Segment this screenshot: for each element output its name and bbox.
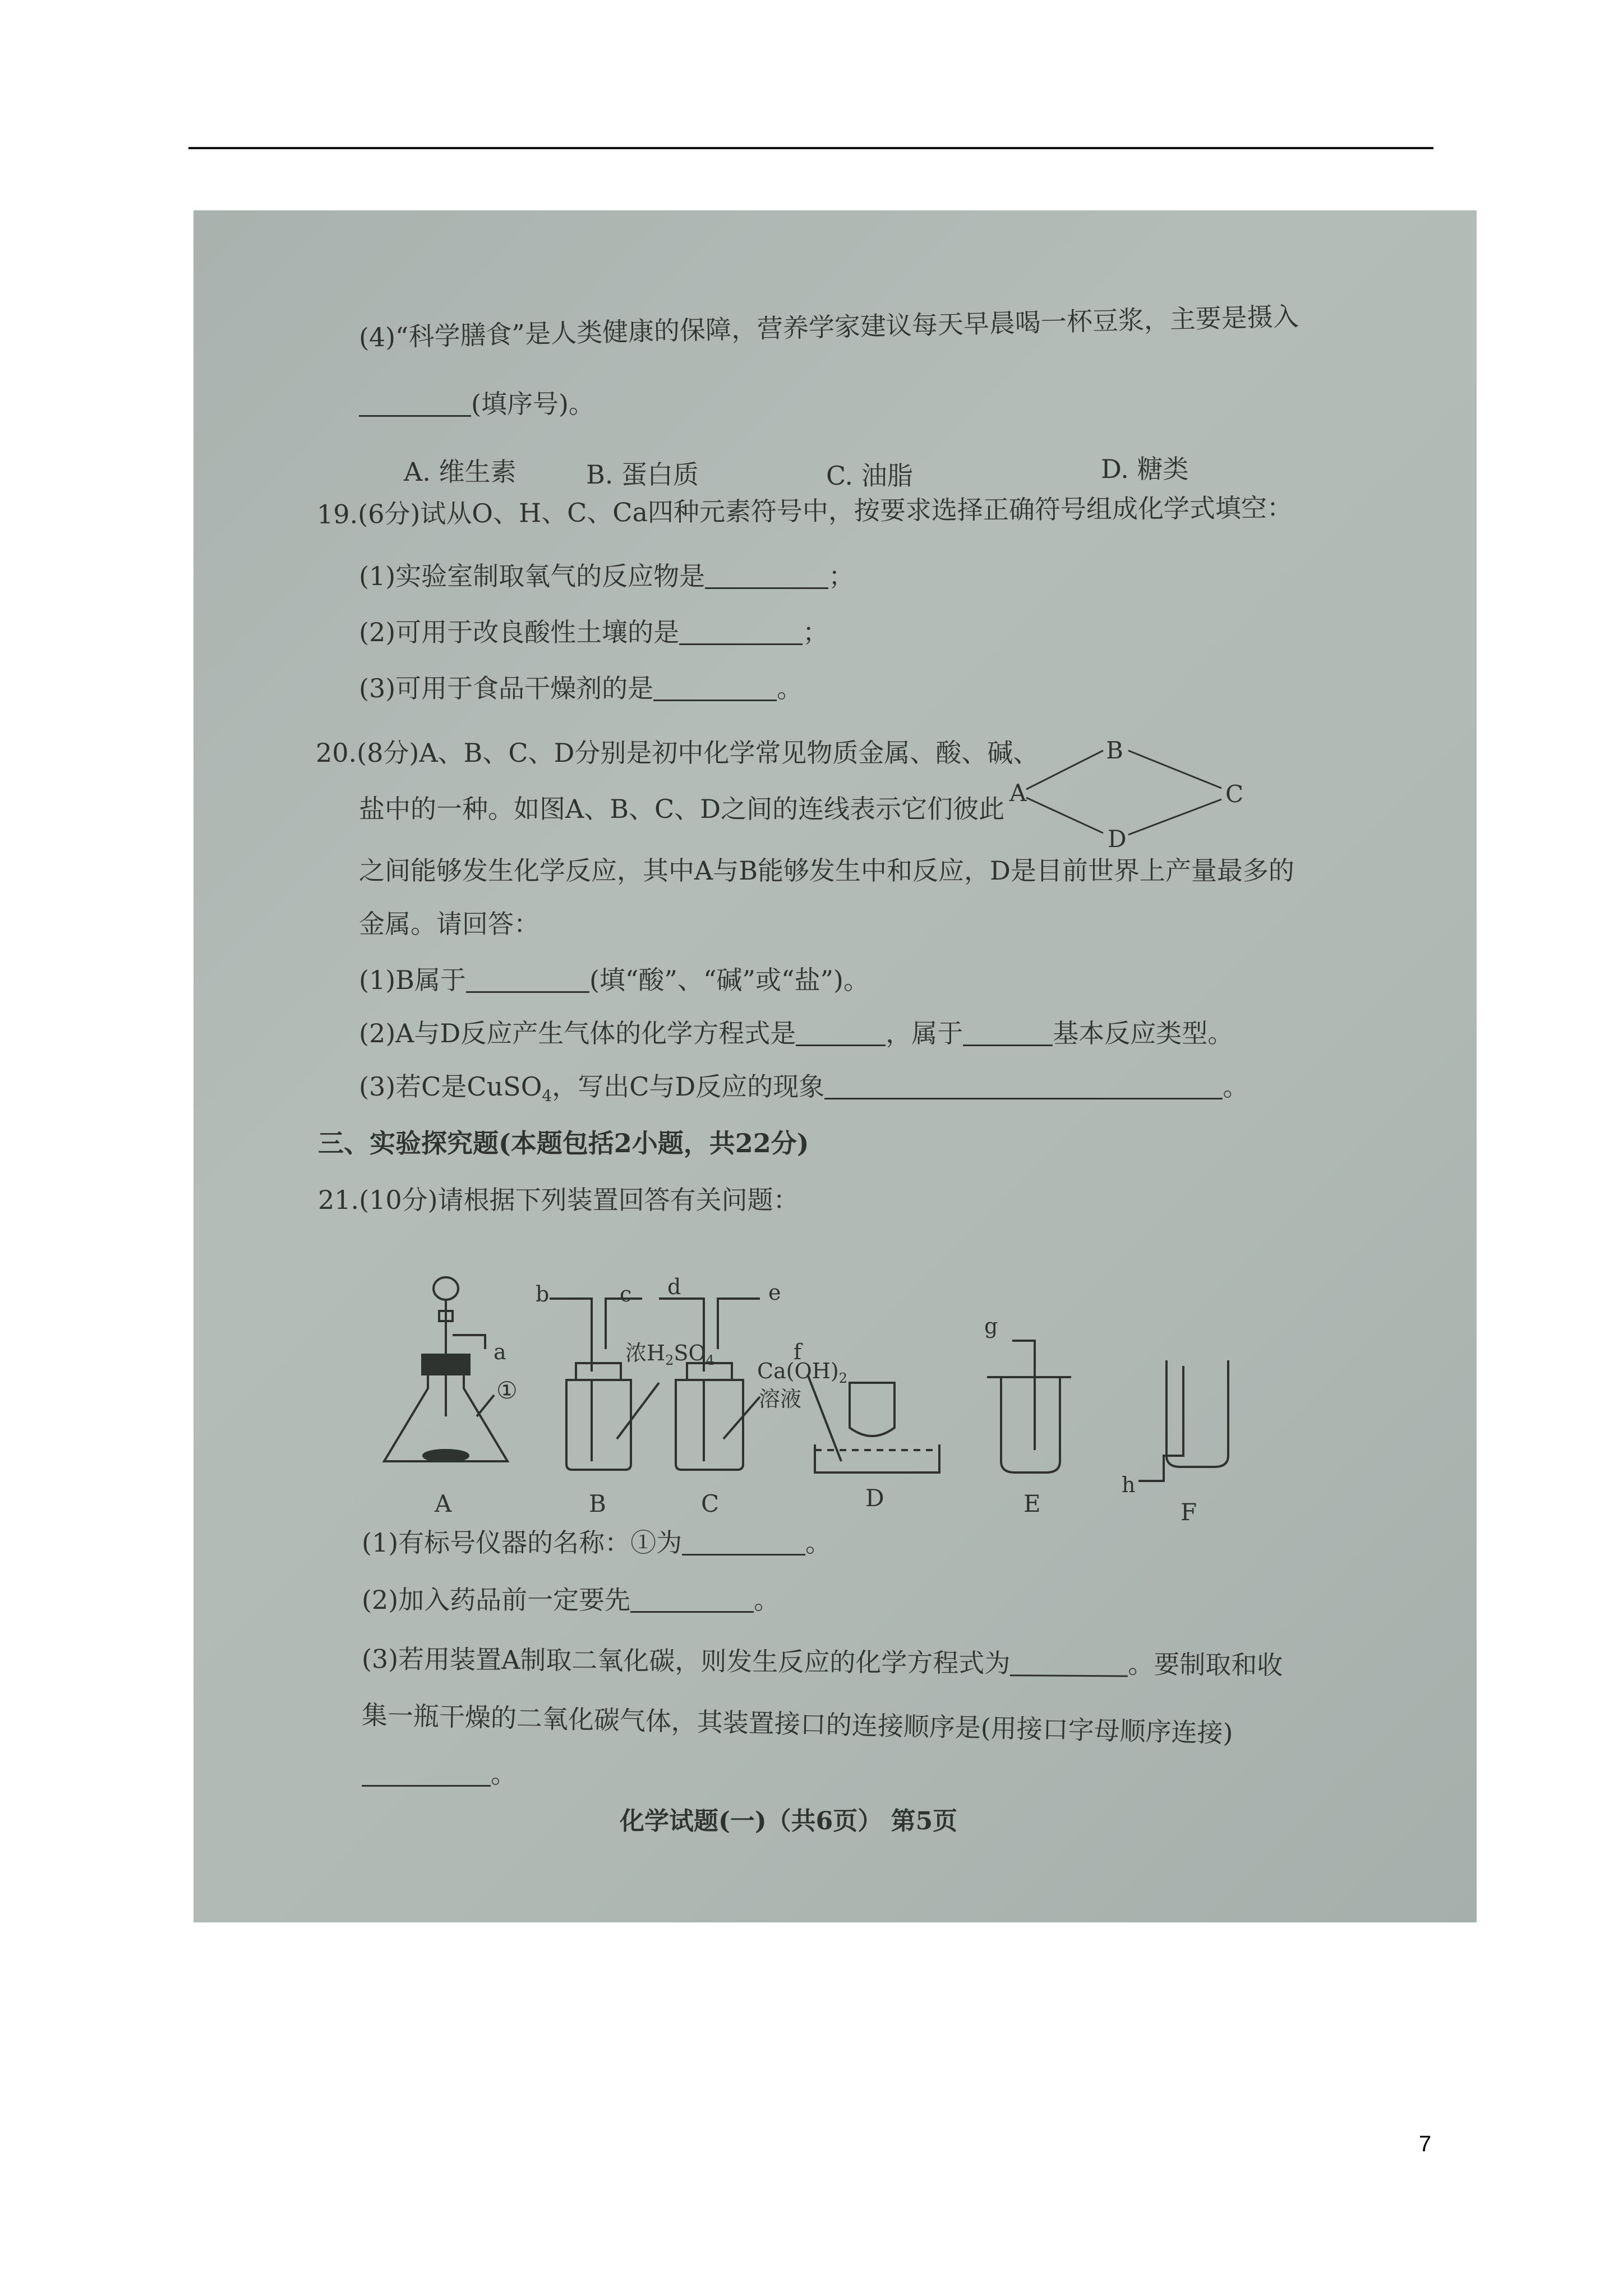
option-b: B. 蛋白质 [586,459,699,490]
answer-blank[interactable] [705,562,828,589]
option-c: C. 油脂 [826,461,913,491]
reaction-diagram [1004,735,1318,858]
answer-blank[interactable] [682,1528,805,1556]
label-c: c [620,1282,632,1306]
q19-part3: (3)可用于食品干燥剂的是 。 [359,673,803,703]
answer-blank[interactable] [963,1019,1053,1046]
answer-blank[interactable] [653,674,777,701]
q21-part1: (1)有标号仪器的名称：①为 。 [362,1527,832,1558]
edge-a-d [1026,798,1103,833]
label-e: e [768,1280,781,1305]
q18-part4-line2: (填序号)。 [359,389,594,420]
label-a: a [494,1340,506,1364]
apparatus-d [808,1374,939,1473]
q19-title: 19.(6分)试从O、H、C、Ca四种元素符号中，按要求选择正确符号组成化学式填空： [316,492,1293,530]
caption-e: E [1023,1490,1041,1517]
caption-a: A [435,1490,452,1517]
apparatus-e [987,1341,1071,1473]
label-circle1: ① [496,1377,518,1404]
conc-h2so4-label: 浓$H_2SO_4$ [625,1341,714,1368]
edge-a-b [1026,751,1103,789]
q18-part4-line1: (4)“科学膳食”是人类健康的保障，营养学家建议每天早晨喝一杯豆浆，主要是摄入 [358,301,1299,353]
header-rule [188,147,1433,149]
exam-photo [193,210,1477,1922]
apparatus-f [1138,1360,1228,1481]
apparatus-b [550,1299,659,1470]
answer-blank[interactable] [630,1585,754,1613]
node-b: B [1106,737,1123,764]
caoh2-label: $Ca(OH)_2$ [757,1359,847,1386]
solution-label: 溶液 [759,1387,802,1411]
answer-blank[interactable] [679,618,803,645]
page-footer: 化学试题(一)（共6页） 第5页 [620,1807,958,1835]
label-d: d [667,1276,681,1299]
q19-part2: (2)可用于改良酸性土壤的是 ； [359,617,829,647]
q21-part3-line3: 。 [362,1759,517,1789]
apparatus-figure [356,1276,1338,1523]
label-f: f [794,1340,802,1364]
q20-part1: (1)B属于 (填“酸”、“碱”或“盐”)。 [359,965,869,995]
q20-line3: 之间能够发生化学反应，其中A与B能够发生中和反应，D是目前世界上产量最多的 [359,855,1294,886]
caption-d: D [865,1484,884,1512]
node-d: D [1108,825,1127,853]
label-b: b [536,1282,550,1306]
answer-blank[interactable] [796,1019,886,1046]
q20-line2: 盐中的一种。如图A、B、C、D之间的连线表示它们彼此 [359,794,1005,824]
q21-part3-line2: 集一瓶干燥的二氧化碳气体，其装置接口的连接顺序是(用接口字母顺序连接) [361,1700,1234,1749]
label-g: g [984,1314,998,1338]
node-c: C [1225,780,1244,808]
label-h: h [1122,1473,1136,1497]
q20-line4: 金属。请回答： [359,909,540,939]
edge-b-c [1128,751,1221,788]
node-a: A [1009,779,1027,807]
answer-blank[interactable] [824,1072,1223,1099]
apparatus-c [659,1299,760,1470]
caption-f: F [1181,1498,1197,1523]
q21-title: 21.(10分)请根据下列装置回答有关问题： [318,1185,799,1215]
q20-line1: 20.(8分)A、B、C、D分别是初中化学常见物质金属、酸、碱、 [316,738,1039,768]
q20-part3: (3)若C是CuSO$_4$，写出C与D反应的现象 。 [359,1071,1249,1106]
page-number: 7 [1419,2132,1432,2156]
answer-blank[interactable] [362,1759,491,1787]
section-3-heading: 三、实验探究题(本题包括2小题，共22分) [318,1128,809,1158]
q19-part1: (1)实验室制取氧气的反应物是 ； [359,561,855,591]
answer-blank[interactable] [359,389,471,417]
answer-blank[interactable] [466,965,589,993]
option-a: A. 维生素 [404,457,517,487]
caption-c: C [701,1490,720,1517]
caption-b: B [589,1490,606,1517]
q21-part2: (2)加入药品前一定要先 。 [362,1585,780,1615]
q20-part2: (2)A与D反应产生气体的化学方程式是 ，属于 基本反应类型。 [359,1018,1234,1048]
option-d: D. 糖类 [1101,454,1189,484]
edge-d-c [1128,799,1221,835]
apparatus-a [384,1277,508,1461]
answer-blank[interactable] [1010,1649,1128,1677]
q21-part3-line1: (3)若用装置A制取二氧化碳，则发生反应的化学方程式为 。要制取和收 [361,1644,1283,1681]
